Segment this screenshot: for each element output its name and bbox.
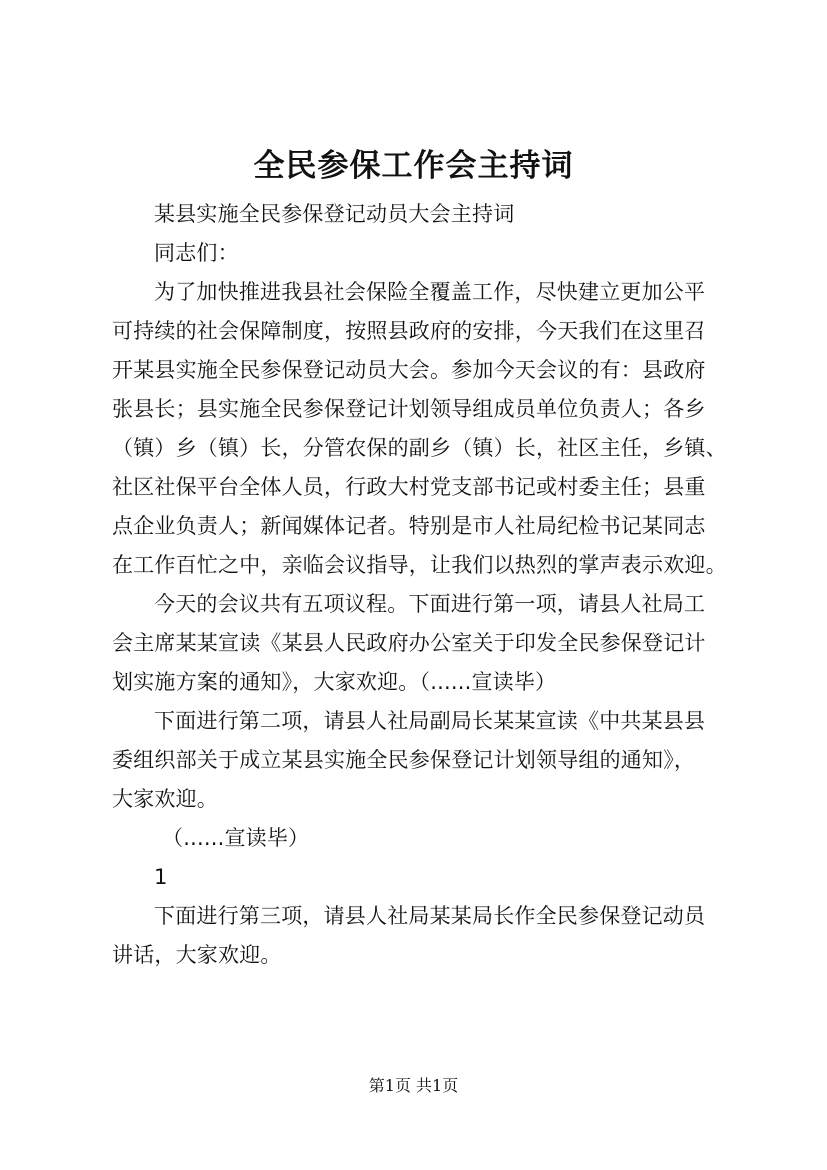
paragraph-1-line-3: 开某县实施全民参保登记动员大会。参加今天会议的有：县政府 [112,358,706,382]
paragraph-2-line-1: 今天的会议共有五项议程。下面进行第一项，请县人社局工 [154,592,706,616]
paragraph-1-line-1: 为了加快推进我县社会保险全覆盖工作，尽快建立更加公平 [154,280,706,304]
paragraph-1-line-4: 张县长；县实施全民参保登记计划领导组成员单位负责人；各乡 [112,397,706,421]
paragraph-1-line-2: 可持续的社会保障制度，按照县政府的安排，今天我们在这里召 [112,319,706,343]
paragraph-3-line-1: 下面进行第二项，请县人社局副局长某某宣读《中共某县县 [154,709,706,733]
subtitle-line: 某县实施全民参保登记动员大会主持词 [154,202,515,226]
paragraph-3-line-2: 委组织部关于成立某县实施全民参保登记计划领导组的通知》， [112,748,696,772]
paragraph-5: 1 [154,865,168,889]
paragraph-2-line-2: 会主席某某宣读《某县人民政府办公室关于印发全民参保登记计 [112,631,706,655]
document-title: 全民参保工作会主持词 [253,148,574,184]
paragraph-3-line-3: 大家欢迎。 [112,787,218,811]
paragraph-4: （......宣读毕） [162,826,310,850]
paragraph-1-line-6: 社区社保平台全体人员，行政大村党支部书记或村委主任；县重 [112,475,706,499]
document-body [112,195,728,975]
paragraph-1-line-5: （镇）乡（镇）长，分管农保的副乡（镇）长，社区主任，乡镇、 [112,436,727,460]
paragraph-1-line-7: 点企业负责人；新闻媒体记者。特别是市人社局纪检书记某同志 [112,514,706,538]
paragraph-1-line-8: 在工作百忙之中，亲临会议指导，让我们以热烈的掌声表示欢迎。 [112,553,727,577]
greeting-line: 同志们： [154,241,239,265]
paragraph-2-line-3: 划实施方案的通知》，大家欢迎。（......宣读毕） [112,670,557,694]
paragraph-6-line-2: 讲话，大家欢迎。 [112,943,282,967]
paragraph-6-line-1: 下面进行第三项，请县人社局某某局长作全民参保登记动员 [154,904,706,928]
page-footer: 第1页 共1页 [368,1076,459,1095]
